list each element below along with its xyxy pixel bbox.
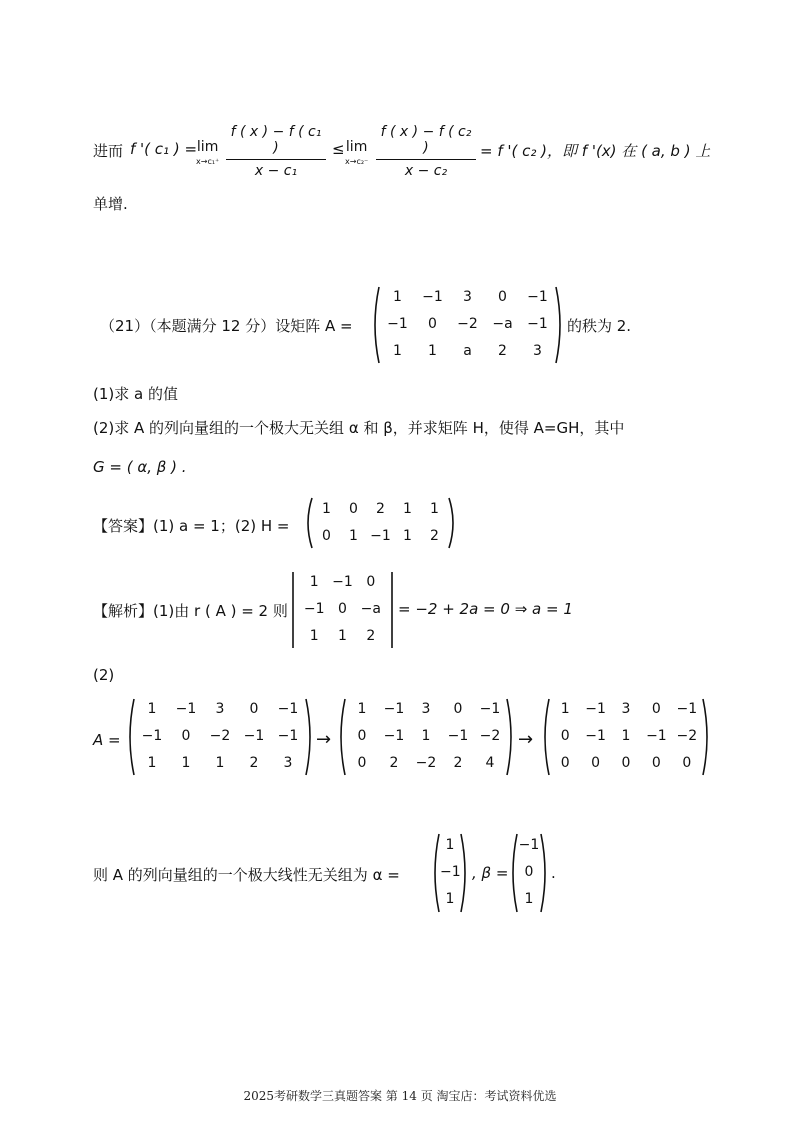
matrix-entry: 0 [524,864,534,880]
matrix-entry: 2 [453,754,463,771]
matrix-entry: −1 [332,574,353,591]
limit-2 [345,139,368,166]
matrix-entry: −1 [676,701,698,718]
matrix-entry: 1 [445,891,455,908]
matrix-entry: 0 [428,316,437,332]
matrix-entry: 0 [621,754,631,771]
frac-numerator: f ( x ) − f ( c₁ ) [230,124,322,156]
matrix-entry: −1 [527,316,548,332]
matrix-entry: −2 [457,316,478,332]
matrix-entry: −1 [243,728,265,744]
matrix-entry: 4 [485,754,495,771]
conclusion-period: . [551,864,556,882]
matrix-entry: 0 [181,728,191,744]
matrix-entry: 1 [338,627,347,644]
matrix-entry: 2 [376,500,385,517]
matrix-entry: 0 [249,701,259,718]
matrix-entry: 2 [366,627,376,644]
matrix-entry: −1 [479,701,501,718]
beta-vector [508,832,550,914]
lim-sub: x→c₂⁻ [345,157,369,166]
matrix-entry: 3 [621,701,631,718]
matrix-entry: 0 [560,754,570,771]
arrow-2: → [518,729,534,750]
part2-g: G = ( α, β ) . [93,458,187,476]
beta-label: , β = [472,864,509,882]
matrix-entry: 1 [428,342,437,359]
matrix-entry: 0 [498,289,507,306]
fprime-c2-conclusion: = f '( c₂ )，即 f '(x) 在 ( a, b ) 上 [480,142,711,160]
fprime-c1: f '( c₁ ) = [130,140,198,158]
matrix-entry: 0 [651,701,661,718]
matrix-entry: 1 [393,289,402,306]
matrix-entry: 0 [349,500,358,517]
lim-sub: x→c₁⁺ [196,157,220,166]
matrix-entry: −1 [277,701,299,718]
matrix-entry: −1 [141,728,163,744]
matrix-entry: 2 [249,754,259,771]
matrix-entry: −2 [479,728,501,744]
page-footer: 2025考研数学三真题答案 第 14 页 淘宝店：考试资料优选 [243,1089,557,1103]
matrix-entry: −1 [175,701,197,718]
matrix-entry: 0 [357,754,367,771]
matrix-entry: −1 [440,864,461,880]
a-equals: A = [93,731,121,749]
alpha-vector [430,832,470,914]
leq-sign: ≤ [332,140,345,158]
matrix-entry: 0 [591,754,601,771]
matrix-entry: −a [492,316,513,332]
matrix-entry: 0 [651,754,661,771]
matrix-entry: −1 [585,728,606,744]
matrix-entry: 2 [498,342,507,359]
matrix-entry: 2 [430,527,439,544]
matrix-entry: 1 [421,728,431,744]
matrix-entry: −2 [676,728,698,744]
matrix-a [370,285,565,365]
matrix-entry: 1 [403,527,412,544]
matrix-entry: 1 [393,342,402,359]
frac-denominator: x − c₂ [404,163,448,179]
matrix-entry: 1 [621,728,631,744]
matrix-entry: −1 [518,836,540,853]
frac-denominator: x − c₁ [254,163,298,179]
conclusion: 则 A 的列向量组的一个极大线性无关组为 α = [93,866,400,884]
matrix-entry: 1 [215,754,225,771]
matrix-entry: 1 [309,574,319,591]
matrix-entry: 1 [309,627,319,644]
limit-1 [196,139,219,166]
matrix-entry: −1 [277,728,299,744]
matrix-entry: 0 [366,574,376,591]
matrix-entry: −1 [370,527,391,544]
frac-numerator: f ( x ) − f ( c₂ ) [380,124,472,156]
matrix-entry: 1 [322,500,331,517]
matrix-entry: −1 [383,728,405,744]
matrix-entry: 0 [338,601,347,617]
matrix-entry: 3 [463,289,472,306]
arrow-1: → [316,729,332,750]
matrix-entry: 1 [147,701,157,718]
determinant [290,570,395,650]
matrix-step-3 [540,697,712,777]
matrix-entry: −1 [527,289,548,306]
matrix-entry: a [463,342,472,359]
matrix-entry: 1 [147,754,157,771]
analysis-result: = −2 + 2a = 0 ⇒ a = 1 [398,600,573,618]
proof-line2: 单增. [93,195,128,213]
matrix-entry: −2 [209,728,231,744]
matrix-entry: 3 [215,701,225,718]
matrix-entry: 1 [181,754,191,771]
problem-tail: 的秩为 2. [567,317,632,335]
matrix-entry: −1 [646,728,667,744]
matrix-entry: −2 [415,754,437,771]
matrix-entry: 0 [560,728,570,744]
matrix-h [303,496,458,550]
matrix-entry: −1 [447,728,469,744]
problem-lead: （21）（本题满分 12 分）设矩阵 A = [100,317,353,335]
proof-lead: 进而 [93,142,124,160]
matrix-entry: 1 [524,891,534,908]
matrix-entry: 1 [357,701,367,718]
matrix-entry: 1 [445,836,455,853]
matrix-entry: −a [360,601,381,617]
matrix-entry: 2 [389,754,399,771]
matrix-entry: 3 [421,701,431,718]
matrix-entry: −1 [387,316,408,332]
matrix-entry: −1 [383,701,405,718]
matrix-entry: −1 [585,701,606,718]
matrix-entry: 0 [682,754,692,771]
analysis-label: 【解析】(1)由 r ( A ) = 2 则 [93,602,288,620]
fraction-2 [376,124,476,179]
matrix-entry: −1 [303,601,325,617]
part2: (2)求 A 的列向量组的一个极大无关组 α 和 β，并求矩阵 H，使得 A=GH，其中 [93,419,625,437]
matrix-step-2 [336,697,516,777]
matrix-entry: 3 [533,342,542,359]
matrix-entry: 1 [560,701,570,718]
matrix-entry: 0 [453,701,463,718]
matrix-entry: −1 [422,289,443,306]
answer-label: 【答案】(1) a = 1；(2) H = [93,517,290,535]
lim-text: lim [345,139,368,155]
fraction-1 [226,124,326,179]
matrix-entry: 3 [283,754,293,771]
matrix-entry: 0 [322,527,331,544]
matrix-entry: 0 [357,728,367,744]
part2-solution-label: (2) [93,666,115,684]
part1: (1)求 a 的值 [93,385,178,403]
matrix-step-1 [125,697,315,777]
matrix-entry: 1 [403,500,412,517]
matrix-entry: 1 [430,500,439,517]
lim-text: lim [196,139,219,155]
matrix-entry: 1 [349,527,358,544]
